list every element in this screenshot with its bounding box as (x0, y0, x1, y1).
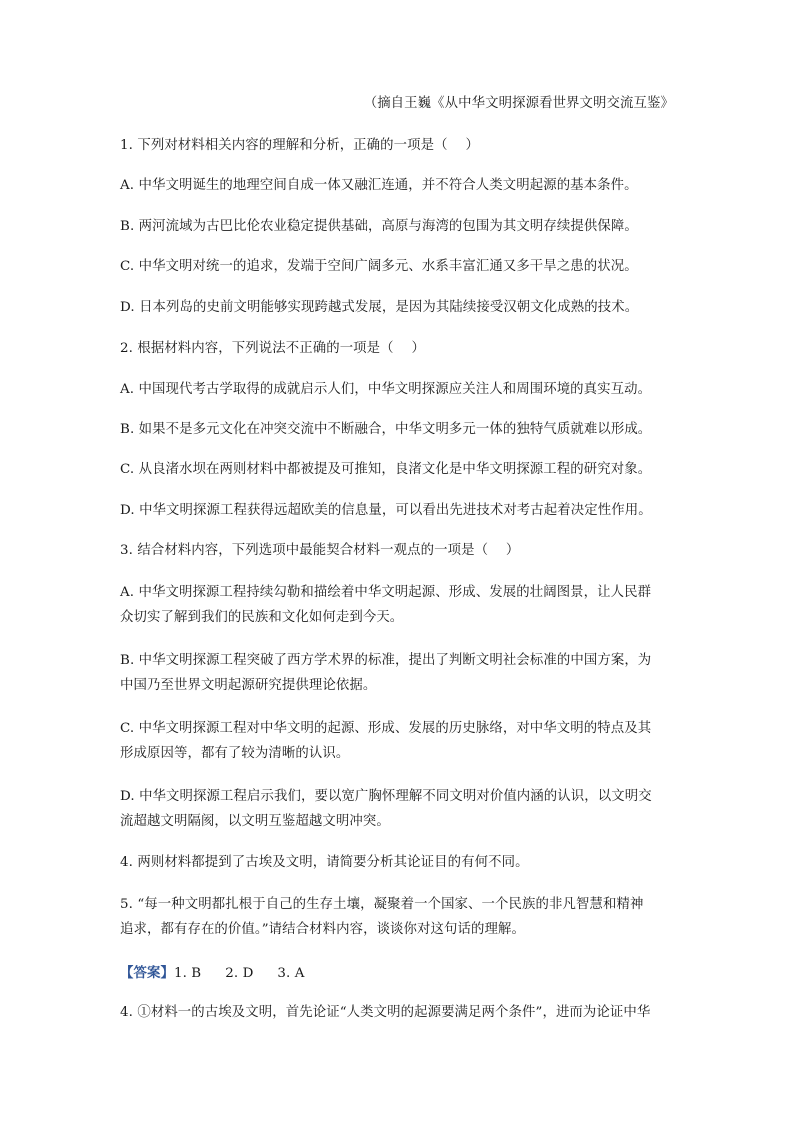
question-3-option-b: B. 中华文明探源工程突破了西方学术界的标准，提出了判断文明社会标准的中国方案，为 (120, 653, 652, 668)
answer-line (120, 964, 676, 983)
question-5-cont: 追求，都有存在的价值。”请结合材料内容，谈谈你对这句话的理解。 (120, 922, 525, 937)
source-citation: （摘自王巍《从中华文明探源看世界文明交流互鉴》 (363, 96, 674, 111)
answer-2: 2. D (225, 966, 254, 981)
question-3-option-d-cont: 流超越文明隔阂，以文明互鉴超越文明冲突。 (120, 814, 390, 829)
answer-3: 3. A (277, 966, 305, 981)
question-2-option-b: B. 如果不是多元文化在冲突交流中不断融合，中华文明多元一体的独特气质就难以形成。 (120, 422, 652, 437)
question-3-option-d: D. 中华文明探源工程启示我们，要以宽广胸怀理解不同文明对价值内涵的认识，以文明交 (120, 789, 652, 804)
question-2-option-c: C. 从良渚水坝在两则材料中都被提及可推知，良渚文化是中华文明探源工程的研究对象。 (120, 462, 652, 477)
question-5: 5. “每一种文明都扎根于自己的生存土壤，凝聚着一个国家、一个民族的非凡智慧和精神 (120, 897, 644, 912)
question-3-stem: 3. 结合材料内容，下列选项中最能契合材料一观点的一项是（ ） (120, 543, 520, 558)
question-1-option-d: D. 日本列岛的史前文明能够实现跨越式发展，是因为其陆续接受汉朝文化成熟的技术。 (120, 300, 639, 315)
answer-4-explanation: 4. ①材料一的古埃及文明，首先论证“人类文明的起源要满足两个条件”，进而为论证中华 (120, 1005, 651, 1020)
question-1-option-b: B. 两河流域为古巴比伦农业稳定提供基础，高原与海湾的包围为其文明存续提供保障。 (120, 219, 638, 234)
question-1-stem: 1. 下列对材料相关内容的理解和分析，正确的一项是（ ） (120, 138, 479, 153)
question-4: 4. 两则材料都提到了古埃及文明，请简要分析其论证目的有何不同。 (120, 855, 529, 870)
question-2-option-d: D. 中华文明探源工程获得远超欧美的信息量，可以看出先进技术对考古起着决定性作用。 (120, 503, 652, 518)
answer-tag: 【答案】 (120, 965, 174, 981)
question-3-option-c: C. 中华文明探源工程对中华文明的起源、形成、发展的历史脉络，对中华文明的特点及其 (120, 721, 652, 736)
question-3-option-a-cont: 众切实了解到我们的民族和文化如何走到今天。 (120, 610, 404, 625)
question-3-option-b-cont: 中国乃至世界文明起源研究提供理论依据。 (120, 678, 377, 693)
question-3-option-c-cont: 形成原因等，都有了较为清晰的认识。 (120, 746, 350, 761)
question-3-option-a: A. 中华文明探源工程持续勾勒和描绘着中华文明起源、形成、发展的壮阔图景，让人民群 (120, 585, 652, 600)
question-2-option-a: A. 中国现代考古学取得的成就启示人们，中华文明探源应关注人和周围环境的真实互动。 (120, 382, 652, 397)
question-2-stem: 2. 根据材料内容，下列说法不正确的一项是（ ） (120, 341, 425, 356)
question-1-option-c: C. 中华文明对统一的追求，发端于空间广阔多元、水系丰富汇通又多干旱之患的状况。 (120, 259, 638, 274)
question-1-option-a: A. 中华文明诞生的地理空间自成一体又融汇连通，并不符合人类文明起源的基本条件。 (120, 178, 638, 193)
answer-1: 1. B (173, 966, 202, 981)
